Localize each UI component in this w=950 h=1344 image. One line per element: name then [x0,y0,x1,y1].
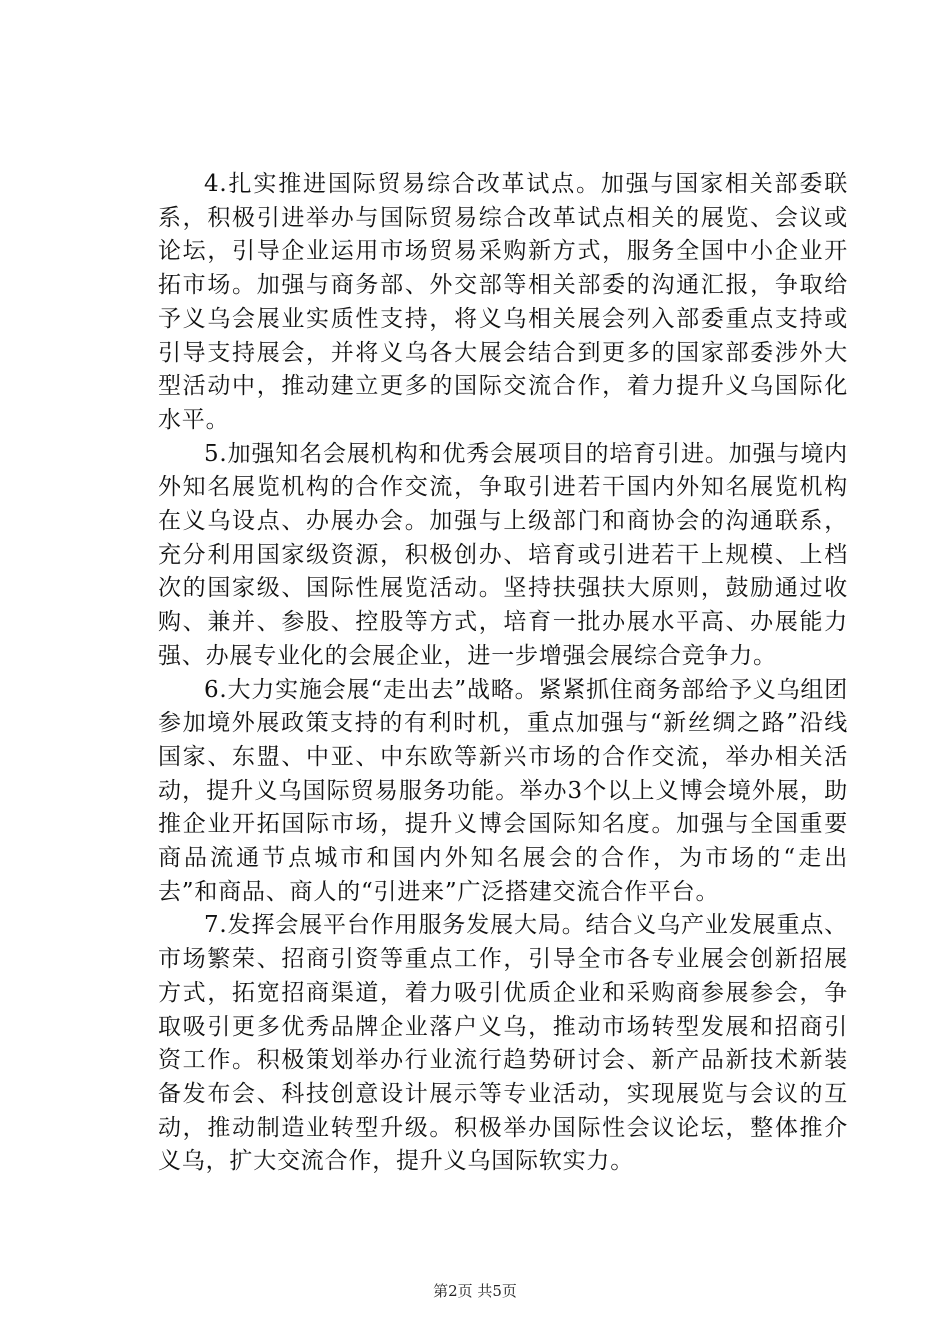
paragraph-item-7: 7.发挥会展平台作用服务发展大局。结合义乌产业发展重点、市场繁荣、招商引资等重点工作，引导全市各专业展会创新招展方式，拓宽招商渠道，着力吸引优质企业和采购商参展参会，争取吸引更多优秀品牌企业落户义乌，推动市场转型发展和招商引资工作。积极策划举办行业流行趋势研讨会、新产品新技术新装备发布会、科技创意设计展示等专业活动，实现展览与会议的互动，推动制造业转型升级。积极举办国际性会议论坛，整体推介义乌，扩大交流合作，提升义乌国际软实力。 [158,912,848,1175]
paragraph-item-6: 6.大力实施会展“走出去”战略。紧紧抓住商务部给予义乌组团参加境外展政策支持的有利时机，重点加强与“新丝绸之路”沿线国家、东盟、中亚、中东欧等新兴市场的合作交流，举办相关活动，提升义乌国际贸易服务功能。举办3个以上义博会境外展，助推企业开拓国际市场，提升义博会国际知名度。加强与全国重要商品流通节点城市和国内外知名展会的合作，为市场的“走出去”和商品、商人的“引进来”广泛搭建交流合作平台。 [158,676,848,905]
paragraph-item-5: 5.加强知名会展机构和优秀会展项目的培育引进。加强与境内外知名展览机构的合作交流，争取引进若干国内外知名展览机构在义乌设点、办展办会。加强与上级部门和商协会的沟通联系，充分利用国家级资源，积极创办、培育或引进若干上规模、上档次的国家级、国际性展览活动。坚持扶强扶大原则，鼓励通过收购、兼并、参股、控股等方式，培育一批办展水平高、办展能力强、办展专业化的会展企业，进一步增强会展综合竞争力。 [158,440,848,669]
paragraph-item-4: 4.扎实推进国际贸易综合改革试点。加强与国家相关部委联系，积极引进举办与国际贸易综合改革试点相关的展览、会议或论坛，引导企业运用市场贸易采购新方式，服务全国中小企业开拓市场。加强与商务部、外交部等相关部委的沟通汇报，争取给予义乌会展业实质性支持，将义乌相关展会列入部委重点支持或引导支持展会，并将义乌各大展会结合到更多的国家部委涉外大型活动中，推动建立更多的国际交流合作，着力提升义乌国际化水平。 [158,171,848,433]
document-body [158,168,848,1179]
page-number-footer: 第2页 共5页 [433,1282,517,1300]
